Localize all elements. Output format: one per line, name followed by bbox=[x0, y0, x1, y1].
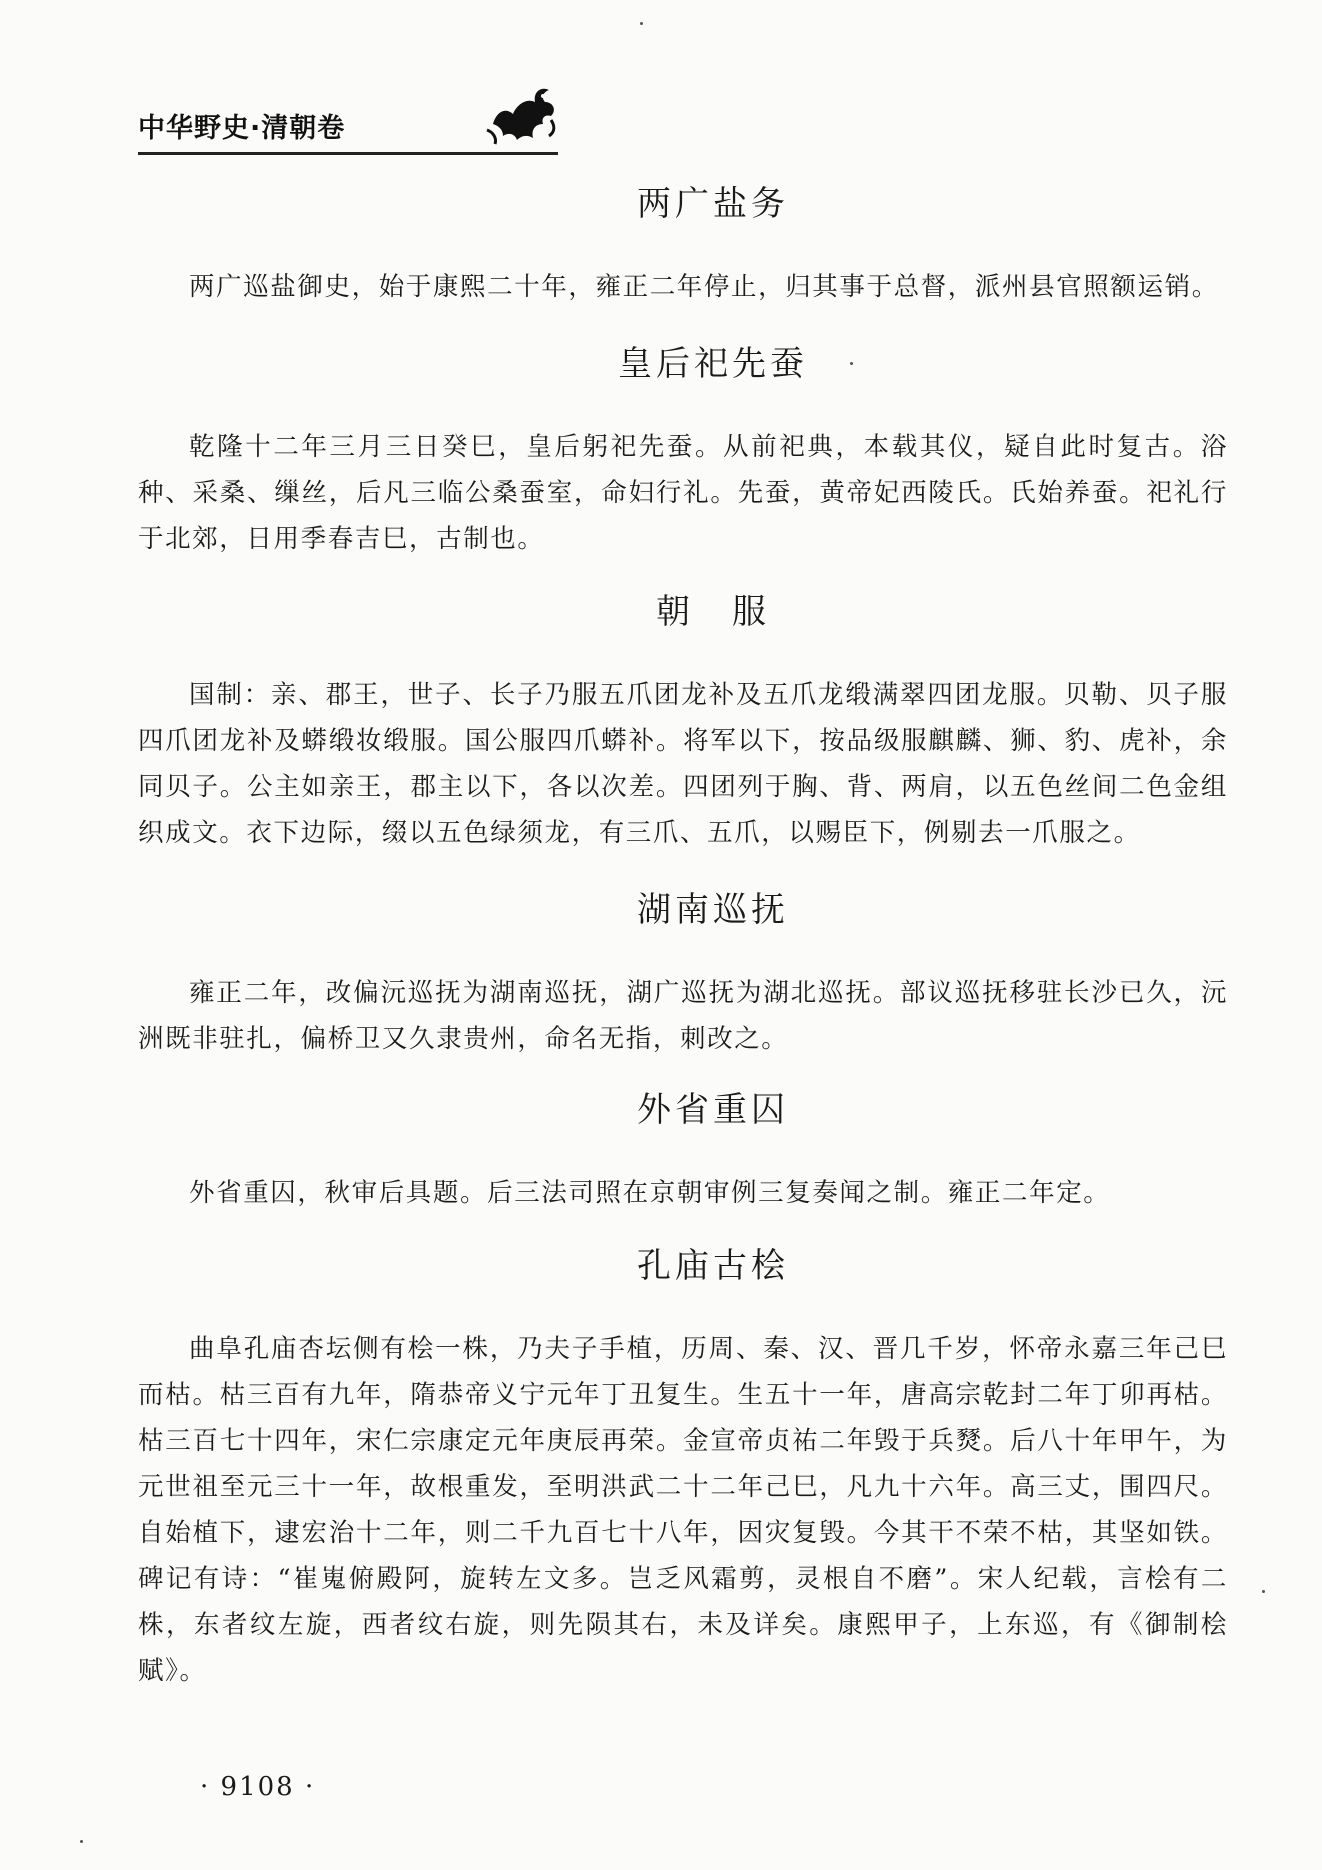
section bbox=[138, 1242, 1228, 1694]
section-body: 曲阜孔庙杏坛侧有桧一株，乃夫子手植，历周、秦、汉、晋几千岁，怀帝永嘉三年己巳而枯。枯三百有九年，隋恭帝义宁元年丁丑复生。生五十一年，唐高宗乾封二年丁卯再枯。枯三百七十四年，宋仁宗康定元年庚辰再荣。金宣帝贞祐二年毁于兵燹。后八十年甲午，为元世祖至元三十一年，故根重发，至明洪武二十二年己巳，凡九十六年。高三丈，围四尺。自始植下，逮宏治十二年，则二千九百七十八年，因灾复毁。今其干不荣不枯，其坚如铁。碑记有诗：“崔嵬俯殿阿，旋转左文多。岂乏风霜剪，灵根自不磨”。宋人纪载，言桧有二株，东者纹左旋，西者纹右旋，则先陨其右，未及详矣。康熙甲子，上东巡，有《御制桧赋》。 bbox=[138, 1334, 1228, 1686]
scan-speck bbox=[80, 1840, 83, 1843]
scan-speck bbox=[640, 22, 643, 25]
section-body: 雍正二年，改偏沅巡抚为湖南巡抚，湖广巡抚为湖北巡抚。部议巡抚移驻长沙已久，沅洲既非驻扎，偏桥卫又久隶贵州，命名无指，刺改之。 bbox=[138, 978, 1228, 1054]
section-title: 皇后祀先蚕 bbox=[618, 344, 808, 384]
section bbox=[138, 1086, 1228, 1216]
running-header bbox=[138, 72, 558, 162]
section bbox=[138, 340, 1228, 562]
section bbox=[138, 180, 1228, 310]
page-content bbox=[138, 180, 1228, 1716]
scan-speck bbox=[850, 362, 853, 365]
section-title: 外省重囚 bbox=[637, 1090, 789, 1130]
scan-speck bbox=[1262, 1590, 1265, 1593]
dragon-emblem-icon bbox=[483, 80, 559, 146]
header-rule bbox=[138, 152, 558, 155]
section-body: 乾隆十二年三月三日癸巳，皇后躬祀先蚕。从前祀典，本载其仪，疑自此时复古。浴种、采桑、缫丝，后凡三临公桑蚕室，命妇行礼。先蚕，黄帝妃西陵氏。氏始养蚕。祀礼行于北郊，日用季春吉巳，古制也。 bbox=[138, 432, 1228, 554]
section-title: 朝 服 bbox=[656, 592, 770, 632]
book-title: 中华野史·清朝卷 bbox=[138, 113, 346, 144]
section-title: 两广盐务 bbox=[637, 184, 789, 224]
section-body: 两广巡盐御史，始于康熙二十年，雍正二年停止，归其事于总督，派州县官照额运销。 bbox=[189, 272, 1219, 302]
section-title: 孔庙古桧 bbox=[637, 1246, 789, 1286]
section-title: 湖南巡抚 bbox=[637, 890, 789, 930]
section bbox=[138, 588, 1228, 856]
page-number: · 9108 · bbox=[200, 1772, 316, 1802]
section-body: 外省重囚，秋审后具题。后三法司照在京朝审例三复奏闻之制。雍正二年定。 bbox=[189, 1178, 1111, 1208]
section bbox=[138, 886, 1228, 1062]
section-body: 国制：亲、郡王，世子、长子乃服五爪团龙补及五爪龙缎满翠四团龙服。贝勒、贝子服四爪团龙补及蟒缎妆缎服。国公服四爪蟒补。将军以下，按品级服麒麟、狮、豹、虎补，余同贝子。公主如亲王，郡主以下，各以次差。四团列于胸、背、两肩，以五色丝间二色金组织成文。衣下边际，缀以五色绿须龙，有三爪、五爪，以赐臣下，例剔去一爪服之。 bbox=[138, 680, 1228, 848]
